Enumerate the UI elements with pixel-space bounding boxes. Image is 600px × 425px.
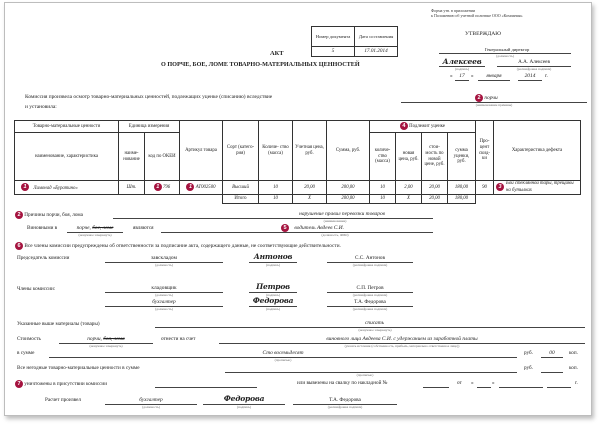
q-open: « xyxy=(471,380,474,386)
approve-year-suffix: г. xyxy=(545,73,548,79)
from-label: от xyxy=(457,380,462,386)
materials-caption: (ненужное зачеркнуть) xyxy=(358,328,392,332)
badge-7: 7 xyxy=(15,380,23,388)
causes-caption: (наименование) xyxy=(323,219,347,223)
form-note-line1: Форма утв. в приложении xyxy=(431,8,475,13)
total-sum: 200,00 xyxy=(327,195,370,204)
header-unit: Единица измерения xyxy=(119,121,180,133)
chair-signature: Антонов xyxy=(253,252,293,261)
header-md-sum: сумма уценки, руб. xyxy=(448,133,476,181)
cell-sum: 200,00 xyxy=(327,181,370,195)
badge-2: 2 xyxy=(475,94,483,102)
doc-number-header: Номер документа xyxy=(312,27,355,47)
reason-fill xyxy=(475,94,498,102)
header-tmc: Товарно-материальные ценности xyxy=(15,121,119,133)
and-found-label: и установила: xyxy=(25,104,57,110)
rub2-label: руб. xyxy=(524,365,533,371)
account-value: виновного лица Авдеева С.И. с удержанием из заработной платы xyxy=(326,336,478,342)
total-row xyxy=(15,195,581,204)
header-sort: Сорт (катего- рия) xyxy=(223,121,259,181)
approve-year: 2014 xyxy=(524,73,536,79)
doc-date-value: 17.01.2014 xyxy=(355,47,398,57)
badge-1: 1 xyxy=(21,183,29,191)
member2-name: Т.А. Федорова xyxy=(354,299,386,305)
unfit-caption: (прописью) xyxy=(356,373,374,377)
act-subtitle: О ПОРЧЕ, БОЕ, ЛОМЕ ТОВАРНО-МАТЕРИАЛЬНЫХ ЦЕННОСТЕЙ xyxy=(161,61,360,68)
guilty-person-fill xyxy=(281,224,344,232)
form-note-line2: к Положению об учетной политике ООО «Компания» xyxy=(431,13,523,18)
total-qty: 10 xyxy=(259,195,293,204)
guilty-caption: (ненужное зачеркнуть) xyxy=(78,233,112,237)
header-article: Артикул товара xyxy=(180,121,223,181)
director-name-caption: (расшифровка подписи) xyxy=(516,67,552,71)
member1-position-caption: (должность) xyxy=(155,293,173,297)
doc-number-value: 5 xyxy=(312,47,355,57)
cell-name: Лимонад «Буратино» xyxy=(33,185,78,191)
total-md-qty: 10 xyxy=(370,195,396,204)
chair-name: С.С. Антонов xyxy=(355,255,385,261)
are-label: являются xyxy=(133,225,154,231)
kop-label: коп. xyxy=(569,350,578,356)
director-position: Генеральный директор xyxy=(484,47,530,52)
year-suffix: г. xyxy=(575,380,578,386)
kop2-label: коп. xyxy=(569,365,578,371)
cell-price: 20,00 xyxy=(293,181,327,195)
cell-sort: Высший xyxy=(223,181,259,195)
member1-signature-caption: (подпись) xyxy=(265,293,281,297)
warning-text: Все члены комиссии предупреждены об ответственности за подписание акта, содержащего данные, не соответствующие действительности. xyxy=(24,243,341,250)
badge-5: 5 xyxy=(281,224,289,232)
act-title: АКТ xyxy=(270,50,284,57)
member2-name-caption: (расшифровка подписи) xyxy=(352,307,388,311)
causes-label: Причины порчи, боя, лома xyxy=(24,212,83,219)
materials-value: списать xyxy=(365,320,385,326)
goods-table xyxy=(14,120,581,204)
director-signature: Алексеев xyxy=(442,57,482,66)
header-name: наименование, характеристика xyxy=(15,133,119,181)
amount-value: Сто восемьдесят xyxy=(262,350,304,356)
rub-label: руб. xyxy=(524,350,533,356)
cell-discount: 90 xyxy=(476,181,494,195)
cost-options xyxy=(59,336,153,342)
member2-position: бухгалтер xyxy=(152,299,176,305)
header-sum: Сумма, руб. xyxy=(327,121,370,181)
cost-word: порчи, xyxy=(87,336,102,342)
cell-md-qty: 10 xyxy=(370,181,396,195)
kop-value: 00 xyxy=(549,350,555,356)
account-caption: (указать источник (собственность, прибыль, материально ответственное лицо)) xyxy=(344,344,460,348)
calc-name-caption: (расшифровка подписи) xyxy=(327,405,363,409)
destroyed-row xyxy=(15,380,107,388)
account-label: отнести на счет xyxy=(161,336,196,342)
date-open-quote: « xyxy=(450,73,453,79)
amount-label: в сумме xyxy=(17,350,35,356)
cell-md-sum: 180,00 xyxy=(448,181,476,195)
reason-caption: (наименование причины) xyxy=(475,103,513,107)
header-md-cost: стои- мость по новой цене, руб. xyxy=(422,133,448,181)
chair-position-caption: (должность) xyxy=(155,263,173,267)
cell-okei: 796 xyxy=(163,185,171,191)
member1-name: С.П. Петров xyxy=(356,285,384,291)
header-qty: Количе- ство (масса) xyxy=(259,121,293,181)
destroyed-label: уничтожены в присутствии комиссии xyxy=(24,381,107,388)
header-unit-name: наиме- нование xyxy=(119,133,145,181)
total-label: Итого xyxy=(223,195,259,204)
header-markdown xyxy=(370,121,476,133)
doc-number-table xyxy=(311,26,398,57)
cell-md-price: 2,00 xyxy=(396,181,422,195)
cell-qty: 10 xyxy=(259,181,293,195)
total-md-sum: 180,00 xyxy=(448,195,476,204)
member2-signature: Федорова xyxy=(252,296,294,305)
guilty-word: порче, xyxy=(76,225,91,231)
q-close: » xyxy=(492,380,495,386)
chair-signature-caption: (подпись) xyxy=(265,263,281,267)
badge-1: 1 xyxy=(154,183,162,191)
reason-value: порчи xyxy=(484,95,498,102)
director-name: А.А. Алексеев xyxy=(518,59,550,65)
intro-text: Комиссия произвела осмотр товарно-материальных ценностей, подлежащих уценке (списанию) вследствие xyxy=(25,94,273,100)
causes-row xyxy=(15,211,83,219)
materials-label: Указанные выше материалы (товары) xyxy=(17,321,100,327)
member2-position-caption: (должность) xyxy=(155,307,173,311)
dump-label: или вывезены на свалку по накладной № xyxy=(297,380,388,386)
member1-signature: Петров xyxy=(256,282,290,291)
date-close-quote: » xyxy=(471,73,474,79)
cell-article: АТ002500 xyxy=(195,185,216,191)
cost-label: Стоимость xyxy=(17,336,41,342)
guilty-person-caption: (должность, ФИО) xyxy=(321,233,349,237)
member1-position: кладовщик xyxy=(151,285,177,291)
guilty-struck: бое, ломе xyxy=(92,225,114,231)
badge-2: 2 xyxy=(15,211,23,219)
table-row xyxy=(15,181,581,195)
guilty-options xyxy=(67,225,123,231)
badge-1: 1 xyxy=(186,183,194,191)
director-signature-caption: (подпись) xyxy=(454,67,470,71)
guilty-person: водитель Авдеев С.И. xyxy=(294,225,344,232)
badge-6: 6 xyxy=(15,242,23,250)
director-position-caption: (должность) xyxy=(496,54,514,58)
doc-date-header: Дата составления xyxy=(355,27,398,47)
total-md-price: X xyxy=(396,195,422,204)
header-markdown-label: Подлежит уценке xyxy=(409,124,446,130)
document-page xyxy=(4,2,592,416)
calc-name: Т.А. Федорова xyxy=(329,397,361,403)
members-label: Члены комиссии: xyxy=(17,286,56,292)
header-price: Учетная цена, руб. xyxy=(293,121,327,181)
calc-position-caption: (должность) xyxy=(142,405,160,409)
amount-caption: (прописью) xyxy=(274,358,292,362)
cell-md-cost: 20,00 xyxy=(422,181,448,195)
calc-label: Расчет произвел xyxy=(45,397,81,403)
guilty-label: Виновными в xyxy=(27,225,58,231)
approve-label: УТВЕРЖДАЮ xyxy=(465,31,502,37)
badge-3: 3 xyxy=(496,183,504,191)
member2-signature-caption: (подпись) xyxy=(265,307,281,311)
total-md-cost: 20,00 xyxy=(422,195,448,204)
cost-caption: (ненужное зачеркнуть) xyxy=(89,344,123,348)
approve-day: 17 xyxy=(459,73,465,79)
badge-4: 4 xyxy=(400,122,408,130)
cost-struck: боя, лома xyxy=(103,336,125,342)
cell-defect: Бой стеклянной тары, трещины на бутылках xyxy=(506,181,574,193)
header-discount: Про- цент скид- ки xyxy=(476,121,494,181)
calc-signature-caption: (подпись) xyxy=(236,405,252,409)
chair-label: Председатель комиссии xyxy=(17,255,70,261)
header-md-price: новая цена, руб. xyxy=(396,133,422,181)
header-md-qty: количе- ство (масса) xyxy=(370,133,396,181)
calc-signature: Федорова xyxy=(223,394,265,403)
unfit-label: Все негодные товарно-материальные ценности в сумме xyxy=(17,365,140,371)
warning-row xyxy=(15,242,341,250)
calc-position: бухгалтер xyxy=(139,397,163,403)
approve-month: января xyxy=(486,73,502,79)
causes-value: нарушение правил перевозки товаров xyxy=(299,211,385,217)
cell-unit: Шт. xyxy=(119,181,145,195)
total-price: X xyxy=(293,195,327,204)
chair-position: завскладом xyxy=(151,255,177,261)
member1-name-caption: (расшифровка подписи) xyxy=(352,293,388,297)
chair-name-caption: (расшифровка подписи) xyxy=(352,263,388,267)
header-okei: код по ОКЕИ xyxy=(145,133,180,181)
header-defect: Характеристика дефекта xyxy=(494,121,581,181)
